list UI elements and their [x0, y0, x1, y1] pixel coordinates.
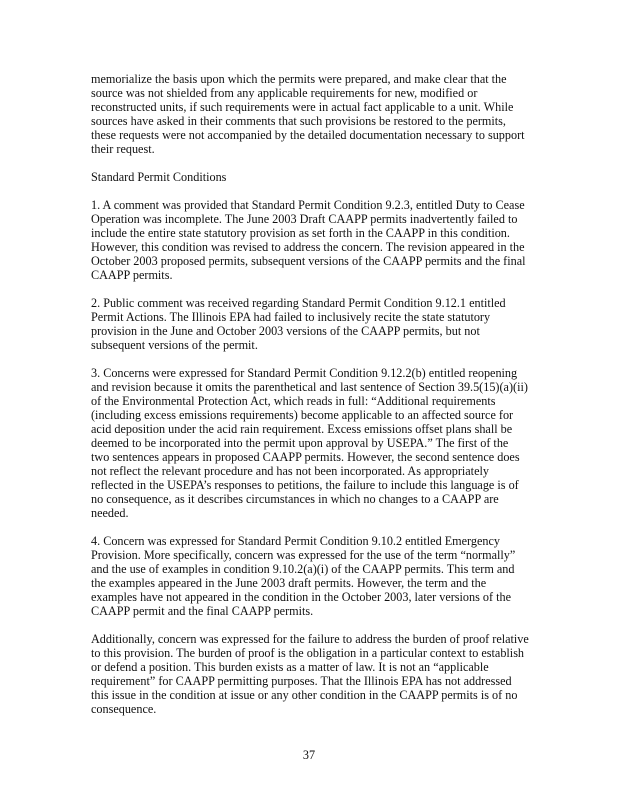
- text-line: these requests were not accompanied by the detailed documentation necessary to support: [91, 128, 525, 142]
- text-line: not reflect the relevant procedure and has not been incorporated. As appropriately: [91, 464, 489, 478]
- section-heading: [91, 170, 585, 184]
- text-line: or defend a position. This burden exists as a matter of law. It is not an “applicable: [91, 660, 489, 674]
- text-line: to this provision. The burden of proof is the obligation in a particular context to establish: [91, 646, 525, 660]
- paragraph-additionally: [91, 632, 585, 716]
- text-line: acid deposition under the acid rain requirement. Excess emissions offset plans shall be: [91, 422, 513, 436]
- paragraph-intro: [91, 72, 585, 156]
- text-line: Additionally, concern was expressed for the failure to address the burden of proof relative: [91, 632, 529, 646]
- text-line: provision in the June and October 2003 versions of the CAAPP permits, but not: [91, 324, 480, 338]
- text-line: no consequence, as it describes circumstances in which no changes to a CAAPP are: [91, 492, 499, 506]
- page-number: 37: [302, 748, 316, 762]
- text-line: reflected in the USEPA’s responses to petitions, the failure to include this language is of: [91, 478, 519, 492]
- text-line: However, this condition was revised to address the concern. The revision appeared in the: [91, 240, 525, 254]
- text-line: 2. Public comment was received regarding Standard Permit Condition 9.12.1 entitled: [91, 296, 506, 310]
- text-line: deemed to be incorporated into the permit upon approval by USEPA.” The first of the: [91, 436, 509, 450]
- text-line: requirement” for CAAPP permitting purposes. That the Illinois EPA has not addressed: [91, 674, 512, 688]
- text-line: Permit Actions. The Illinois EPA had failed to inclusively recite the state statutory: [91, 310, 491, 324]
- text-line: this issue in the condition at issue or any other condition in the CAAPP permits is of no: [91, 688, 518, 702]
- paragraph-item-3: [91, 366, 585, 520]
- text-line: 1. A comment was provided that Standard Permit Condition 9.2.3, entitled Duty to Cease: [91, 198, 525, 212]
- text-line: the examples appeared in the June 2003 draft permits. However, the term and the: [91, 576, 487, 590]
- text-line: Provision. More specifically, concern was expressed for the use of the term “normally”: [91, 548, 516, 562]
- text-line: October 2003 proposed permits, subsequent versions of the CAAPP permits and the final: [91, 254, 526, 268]
- paragraph-item-4: [91, 534, 585, 618]
- text-line: reconstructed units, if such requirements were in actual fact applicable to a unit. While: [91, 100, 514, 114]
- document-body: [91, 72, 585, 730]
- text-line: CAAPP permit and the final CAAPP permits.: [91, 604, 314, 618]
- section-heading-text: Standard Permit Conditions: [91, 170, 227, 184]
- text-line: source was not shielded from any applicable requirements for new, modified or: [91, 86, 478, 100]
- text-line: consequence.: [91, 702, 157, 716]
- text-line: Operation was incomplete. The June 2003 Draft CAAPP permits inadvertently failed to: [91, 212, 518, 226]
- text-line: and revision because it omits the parenthetical and last sentence of Section 39.5(15)(a)(ii): [91, 380, 528, 394]
- text-line: memorialize the basis upon which the permits were prepared, and make clear that the: [91, 72, 507, 86]
- text-line: 4. Concern was expressed for Standard Permit Condition 9.10.2 entitled Emergency: [91, 534, 500, 548]
- text-line: examples have not appeared in the condition in the October 2003, later versions of the: [91, 590, 511, 604]
- paragraph-item-2: [91, 296, 585, 352]
- text-line: subsequent versions of the permit.: [91, 338, 258, 352]
- text-line: CAAPP permits.: [91, 268, 173, 282]
- text-line: and the use of examples in condition 9.10.2(a)(i) of the CAAPP permits. This term and: [91, 562, 515, 576]
- text-line: of the Environmental Protection Act, which reads in full: “Additional requirements: [91, 394, 496, 408]
- text-line: 3. Concerns were expressed for Standard Permit Condition 9.12.2(b) entitled reopening: [91, 366, 518, 380]
- text-line: (including excess emissions requirements) become applicable to an affected source for: [91, 408, 514, 422]
- text-line: include the entire state statutory provision as set forth in the CAAPP in this condition.: [91, 226, 510, 240]
- text-line: sources have asked in their comments that such provisions be restored to the permits,: [91, 114, 506, 128]
- text-line: their request.: [91, 142, 155, 156]
- paragraph-item-1: [91, 198, 585, 282]
- text-line: needed.: [91, 506, 129, 520]
- text-line: two sentences appears in proposed CAAPP permits. However, the second sentence does: [91, 450, 520, 464]
